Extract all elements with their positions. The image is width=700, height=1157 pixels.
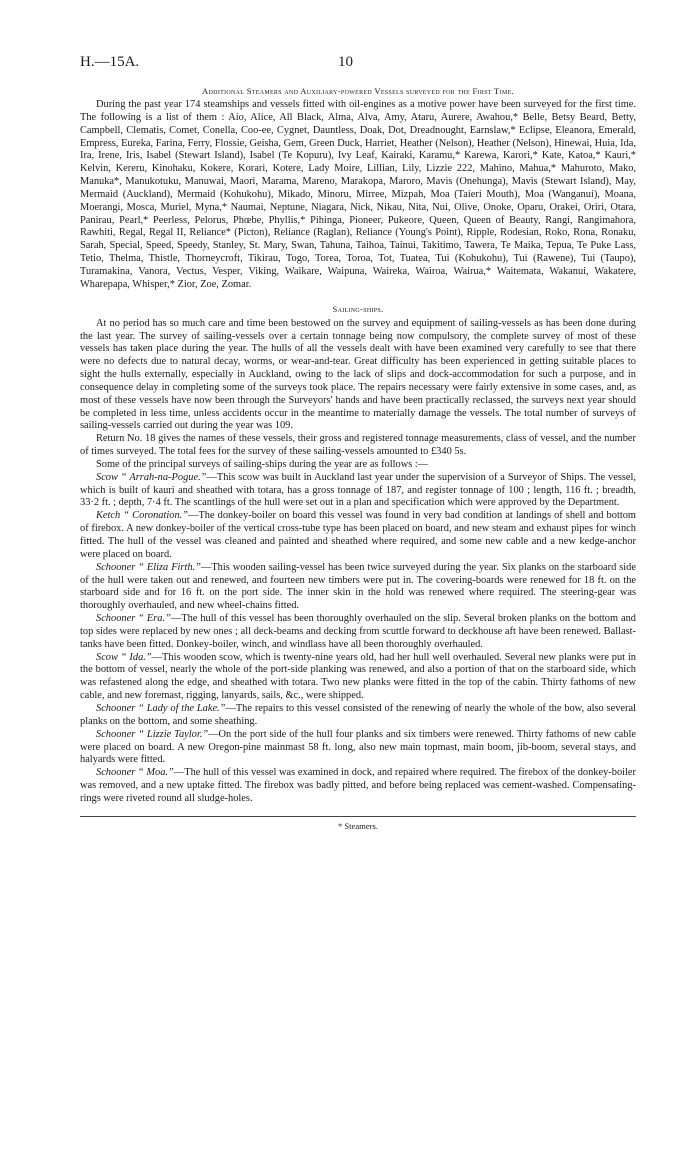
sailing-paragraph-3: Some of the principal surveys of sailing-ships during the year are as follows :—: [96, 458, 429, 470]
vessel-description: —This wooden scow, which is twenty-nine years old, had her hull well overhauled. Several new planks were put in the bottom of vessel, nearly the whole of the port-side planking was renewed, and also a portion of that on the starboard side, which was refastened along the edge, and sheathed with totara. Two new planks were fitted in the top of the cabin. Thirty fathoms of new cable, and new foremast, rigging, lanyards, sails, &c., were shipped.: [80, 651, 636, 702]
vessel-entry: [80, 652, 636, 703]
vessel-entry: [80, 562, 636, 613]
vessel-name: Scow “ Arrah-na-Pogue.”: [96, 471, 207, 483]
vessel-name: Schooner “ Lizzie Taylor.”: [96, 728, 209, 740]
vessel-name: Schooner “ Eliza Firth.”: [96, 561, 201, 573]
sailing-paragraph-1: At no period has so much care and time been bestowed on the survey and equipment of sailing-vessels as has been done during the last year. The survey of sailing-vessels over a certain tonnage being now compulsory, the complete survey of most of these vessels has taken place during the year. The hulls of all the vessels dealt with have been examined very carefully to see that there were no defects due to natural decay, worms, or wear-and-tear. Great difficulty has been experienced in getting suitable places to sight the hulls externally, especially in Auckland, owing to the lack of slips and dock-accommodation for such a purpose, and in consequence delay in completing some of the surveys took place. The repairs necessary were fairly extensive in some cases, and, as most of these vessels have now been through the Surveyors' hands and have been practically reclassed, the surveys next year should be completed in less time, unless accidents occur in the meantime to materially damage the vessels. The total number of surveys of sailing-vessels carried out during the year was 109.: [80, 317, 636, 432]
steamers-paragraph: During the past year 174 steamships and vessels fitted with oil-engines as a motive power have been surveyed for the first time. The following is a list of them : Aio, Alice, All Black, Alma, Alva, Amy, Ataru, Aurere, Awahou,* Belle, Betsy Beard, Betty, Campbell, Clematis, Comet, Conella, Coo-ee, Cygnet, Dauntless, Doak, Dot, Dreadnought, Earnslaw,* Eclipse, Eleanora, Emerald, Empress, Eureka, Farina, Ferry, Flossie, Geisha, Gem, Green Duck, Harriet, Heather (Nelson), Heather (Nelson), Hinewai, Huia, Ida, Ira, Irene, Iris, Isabel (Stewart Island), Isabel (Te Kopuru), Ivy Leaf, Kairaki, Karamu,* Karewa, Karori,* Kate, Katoa,* Kauri,* Kelvin, Kereru, Kinohaku, Kokere, Korari, Kotere, Lady Moire, Lillian, Lily, Lizzie 222, Mahino, Mahua,* Mahuroto, Mako, Manuka*, Manukotuku, Manuwai, Maori, Marama, Mareno, Marakopa, Maroro, Mavis (Onehunga), Mavis (Stewart Island), May, Mermaid (Auckland), Mermaid (Kohukohu), Mikado, Minoru, Mirree, Mizpah, Moa (Taieri Mouth), Moa (Wanganui), Moana, Moerangi, Mosca, Muriel, Myna,* Naumai, Neptune, Niagara, Nick, Nikau, Nita, Nui, Olive, Onoke, Oparu, Orakei, Oriri, Otara, Panirau, Pearl,* Peerless, Pelorus, Phœbe, Phyllis,* Pihinga, Pioneer, Pukeore, Queen, Queen of Beauty, Rangi, Rangimahora, Rawhiti, Regal, Regal II, Reliance* (Picton), Reliance (Raglan), Reliance (Young's Point), Ripple, Rodesian, Roko, Rona, Ronaku, Sarah, Special, Speed, Speedy, Stanley, St. Mary, Swan, Tahuna, Taihoa, Tainui, Takitimo, Tawera, Te Maika, Tepua, Te Puke Lass, Tetio, Thelma, Thistle, Thorneycroft, Tikirau, Togo, Torea, Toroa, Tot, Tuatea, Tui (Kohukohu), Tui (Rawene), Tui (Taupo), Turamakina, Vanora, Vectus, Vesper, Viking, Waikare, Waipuna, Waireka, Wairoa, Wairua,* Waitemata, Wakanui, Wakatere, Wharepapa, Whisper,* Zior, Zoe, Zomar.: [80, 99, 636, 290]
vessel-description: —This wooden sailing-vessel has been twice surveyed during the year. Six planks on the starboard side of the hull were taken out and renewed, and fourteen new timbers were put in. The covering-boards were renewed for 18 ft. on the starboard side and for 16 ft. on the port side. The inner skin in the hold was renewed where required. The steering-gear was thoroughly overhauled, and new wheel-chains fitted.: [80, 561, 636, 612]
page-number: 10: [338, 54, 353, 70]
vessel-entry: [80, 729, 636, 768]
vessel-description: —The hull of this vessel has been thoroughly overhauled on the slip. Several broken planks on the bottom and top sides were replaced by new ones ; all deck-beams and decking from scuttle forward to deckhouse aft have been renewed. Ballast-tanks have been fitted. Donkey-boiler, winch, and windlass have all been thoroughly overhauled.: [80, 613, 636, 650]
vessel-name: Schooner “ Lady of the Lake.”: [96, 702, 226, 714]
vessel-description: —The donkey-boiler on board this vessel was found in very bad condition at landings of shell and bottom of firebox. A new donkey-boiler of the vertical cross-tube type has been placed on board, and new steam and exhaust pipes for winch fitted. The hull of the vessel was cleaned and painted and sheathed where required, and some new cable and a new kedge-anchor were placed on board.: [80, 510, 636, 560]
document-reference: H.—15A.: [80, 54, 140, 70]
vessel-description: —The repairs to this vessel consisted of the renewing of nearly the whole of the bow, also several planks on the bottom, and some sheathing.: [80, 702, 636, 727]
vessel-entry: [80, 613, 636, 652]
vessel-name: Schooner “ Moa.”: [96, 767, 174, 779]
vessel-name: Schooner “ Era.”: [96, 613, 171, 625]
vessel-description: —On the port side of the hull four planks and six timbers were renewed. Thirty fathoms of new cable were placed on board. A new Oregon-pine mainmast 58 ft. long, also new main topmast, main boom, jib-boom, several stays, and halyards were fitted.: [80, 728, 636, 766]
vessel-description: —This scow was built in Auckland last year under the supervision of a Surveyor of Ships. The vessel, which is built of kauri and sheathed with totara, has a gross tonnage of 187, and register tonnage of 100 ; length, 116 ft. ; breadth, 33·2 ft. ; depth, 7·4 ft. The scantlings of the hull were set out in a plan and specification which were approved by the Department.: [80, 471, 637, 509]
vessel-entry: [80, 472, 636, 511]
sailing-paragraph-2: Return No. 18 gives the names of these vessels, their gross and registered tonnage measurements, class of vessel, and the number of times surveyed. The total fees for the survey of these sailing-vessels amounted to £340 5s.: [80, 433, 636, 458]
section-heading-steamers: Additional Steamers and Auxiliary-powered Vessels surveyed for the First Time.: [202, 86, 514, 96]
page-header: [80, 54, 636, 80]
vessel-entry: [80, 767, 636, 806]
vessel-name: Scow “ Ida.”: [96, 651, 152, 663]
vessel-entry: [80, 510, 636, 561]
vessel-name: Ketch “ Coronation.”: [96, 510, 189, 522]
vessel-description: —The hull of this vessel was examined in dock, and repaired where required. The firebox of the donkey-boiler was removed, and a new uptake fitted. The firebox was badly pitted, and before being replaced was cement-washed. Compensating-rings were riveted round all sludge-holes.: [80, 767, 636, 804]
footnote: * Steamers.: [337, 820, 379, 831]
vessel-entry: [80, 703, 636, 729]
section-heading-sailing-ships: Sailing-ships.: [332, 303, 384, 314]
footnote-divider: [80, 816, 636, 817]
